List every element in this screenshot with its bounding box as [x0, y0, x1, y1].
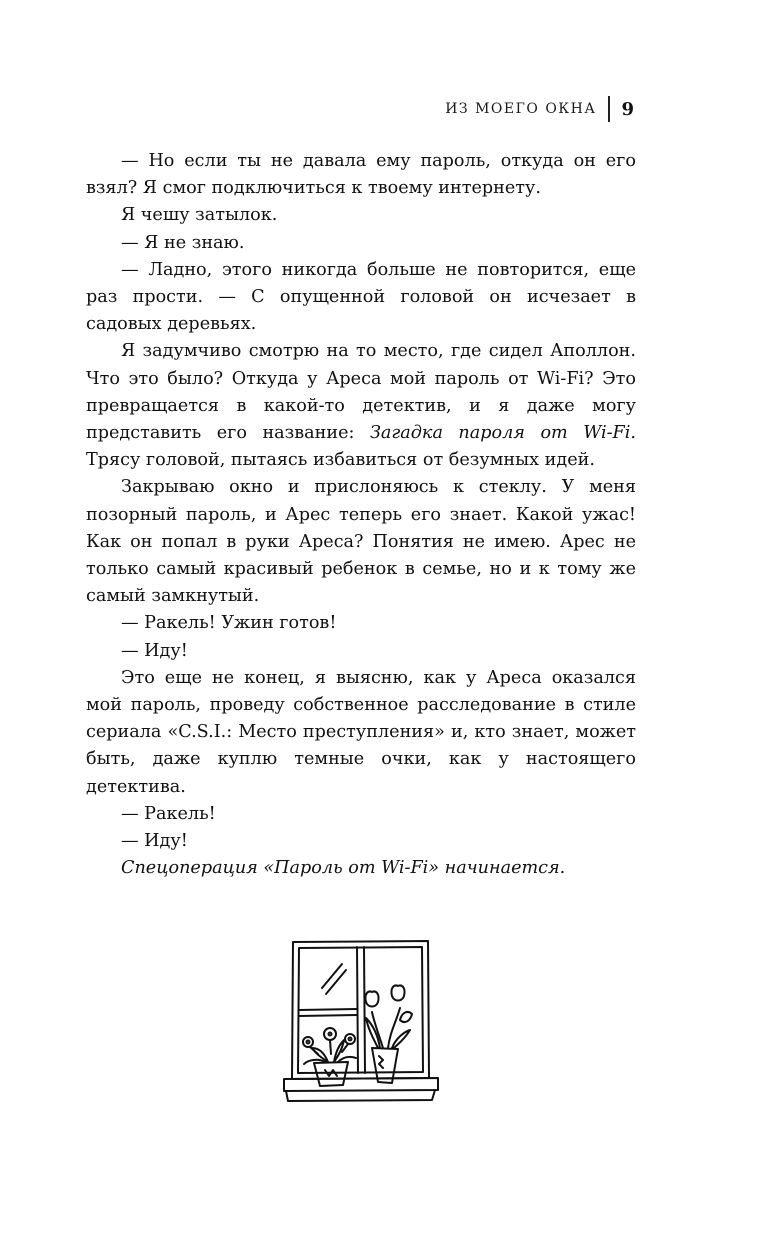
- running-head: [445, 96, 634, 122]
- paragraph: Я чешу затылок.: [121, 205, 278, 226]
- header-divider: [608, 96, 610, 122]
- paragraph: — Ладно, этого никогда больше не повторится, еще раз прости. — С опущенной головой он исчезает в садовых деревьях.: [86, 259, 636, 335]
- paragraph: Закрываю окно и прислоняюсь к стеклу. У меня позорный пароль, и Арес теперь его знает. Какой ужас! Как он попал в руки Ареса? Понятия не имею. Арес не только самый красивый ребенок в семье, но и к тому же самый замкнутый.: [86, 477, 636, 607]
- paragraph-italic: [86, 855, 636, 882]
- paragraph: — Ракель!: [121, 803, 216, 824]
- closing-line: Спецоперация «Пароль от Wi-Fi» начинается.: [121, 858, 566, 879]
- running-title: ИЗ МОЕГО ОКНА: [445, 101, 597, 117]
- paragraph-text: Я задумчиво смотрю на то место, где сидел Аполлон. Что это было? Откуда у Ареса мой пароль от Wi-Fi? Это превращается в какой-то детектив, и я даже могу представить его название:: [86, 341, 636, 444]
- paragraph: — Я не знаю.: [121, 232, 245, 253]
- paragraph: — Ракель! Ужин готов!: [121, 613, 337, 634]
- paragraph: [86, 338, 636, 474]
- paragraph-text: Трясу головой, пытаясь избавиться от безумных идей.: [86, 450, 595, 471]
- paragraph: — Иду!: [121, 640, 188, 661]
- page-number: 9: [621, 98, 634, 120]
- paragraph: Это еще не конец, я выясню, как у Ареса оказался мой пароль, проведу собственное расследование в стиле сериала «C.S.I.: Место преступления» и, кто знает, может быть, даже куплю темные очки, как у настоящего детектива.: [86, 667, 636, 797]
- italic-title: Загадка пароля от Wi-Fi.: [369, 423, 636, 444]
- paragraph: — Но если ты не давала ему пароль, откуда он его взял? Я смог подключиться к твоему интернету.: [86, 151, 636, 199]
- paragraph: — Иду!: [121, 831, 188, 852]
- body-text: [86, 148, 636, 882]
- window-with-flowerpots-icon: [278, 936, 442, 1108]
